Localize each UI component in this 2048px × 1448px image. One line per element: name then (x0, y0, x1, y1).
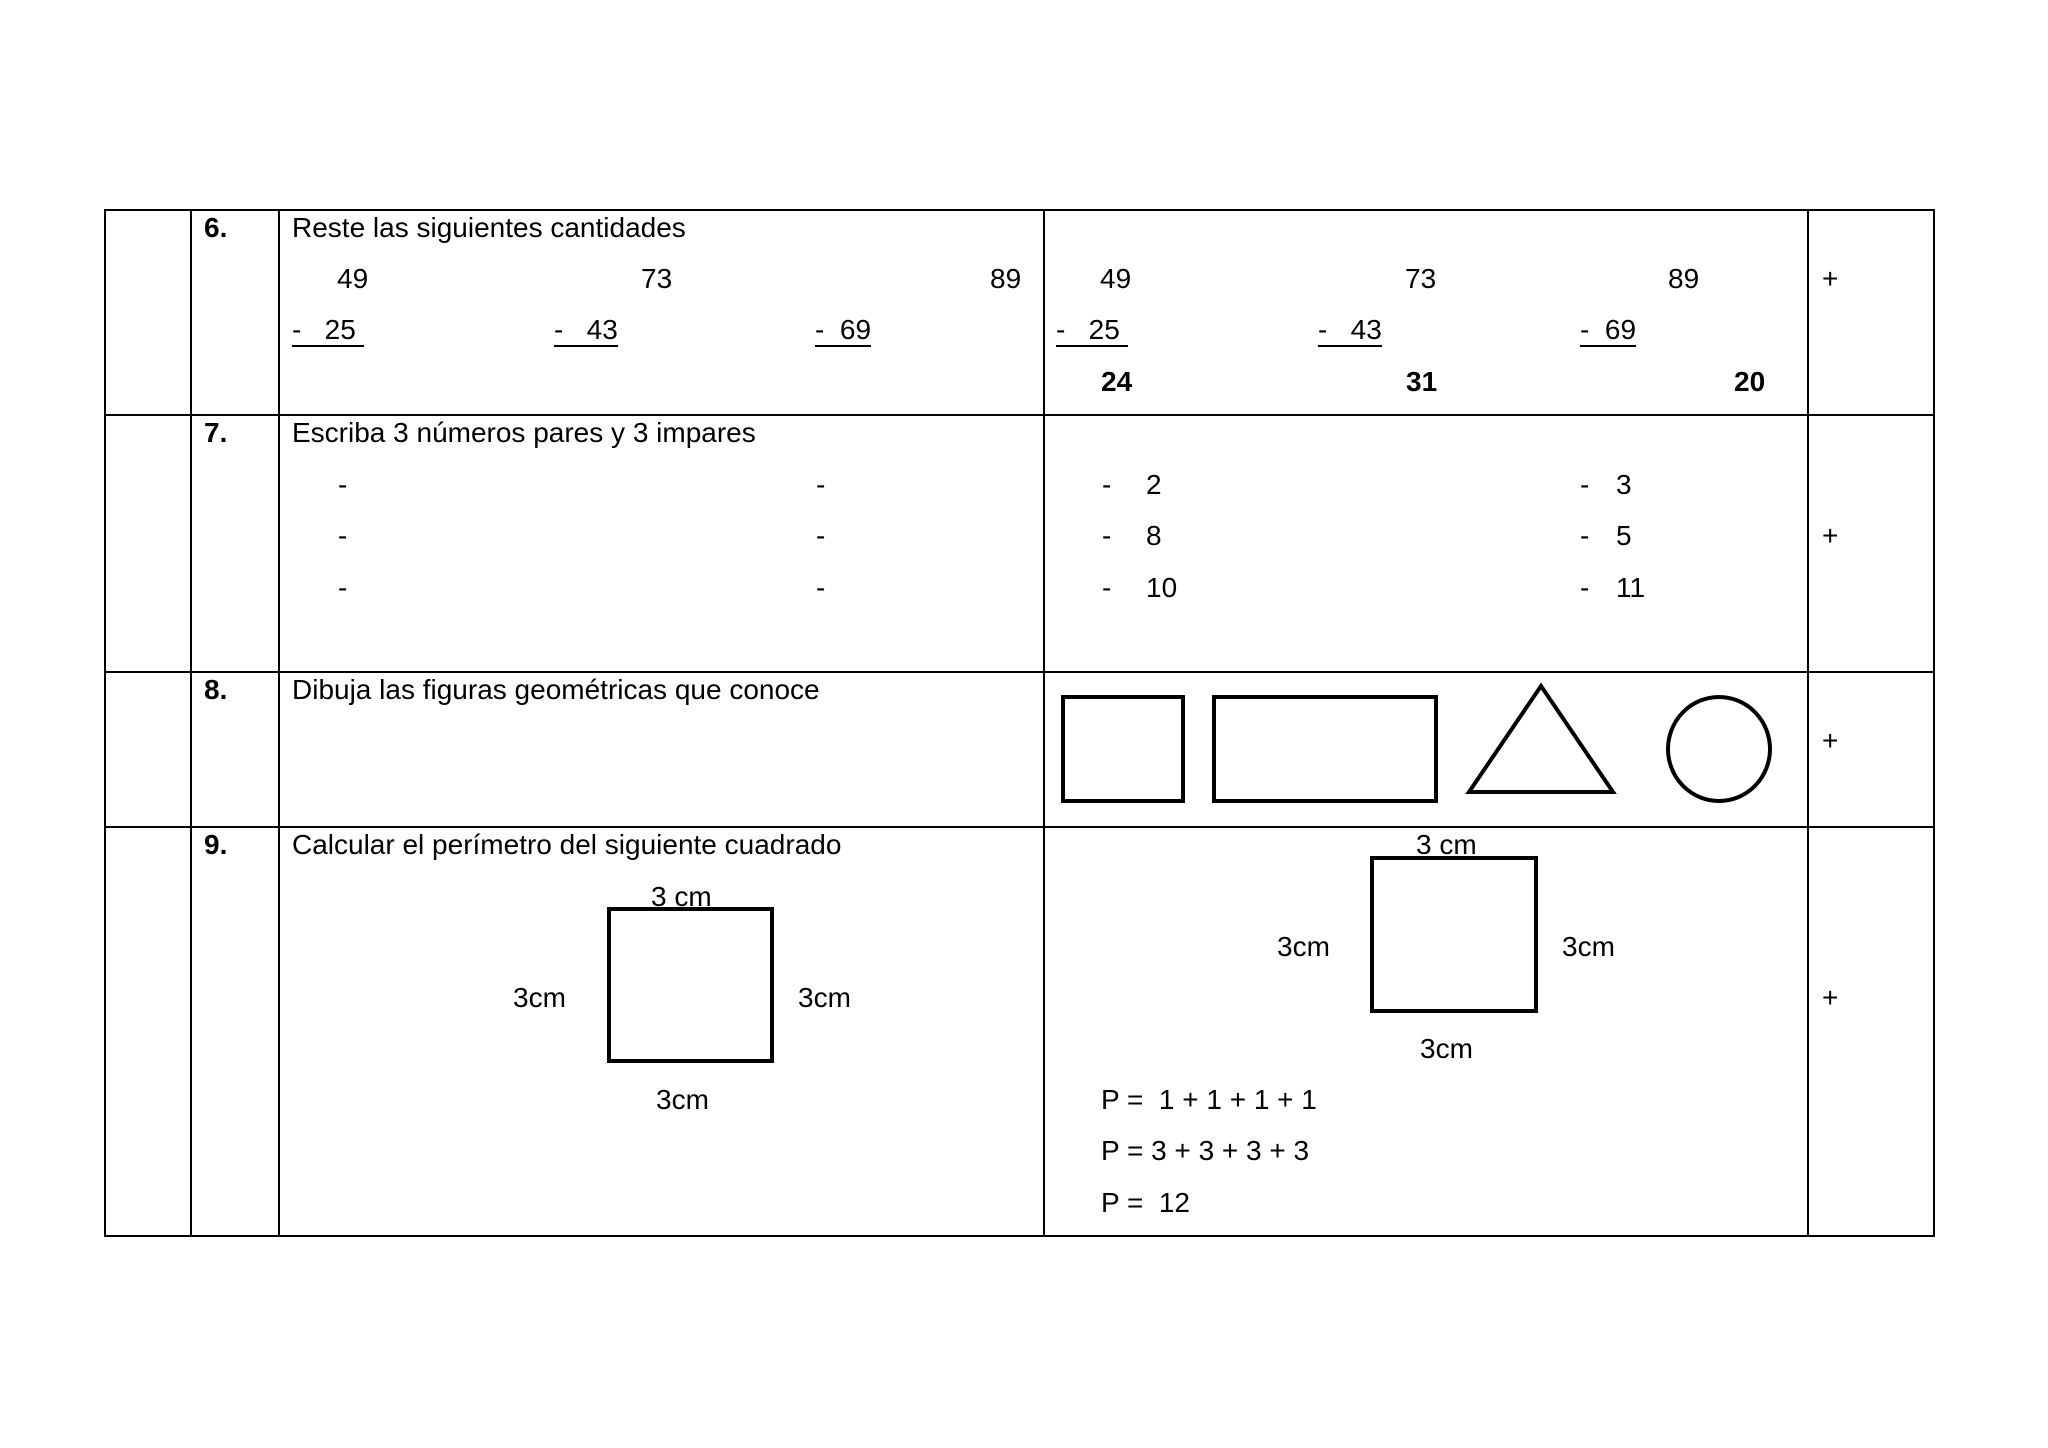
answer-dash: - (1102, 469, 1112, 500)
problem-subtrahend-1: - 25 (292, 314, 364, 345)
blank-dash: - (338, 469, 348, 500)
odd-number: 3 (1616, 469, 1632, 500)
problem-subtrahend-3: - 69 (815, 314, 872, 345)
answer-dash: - (1580, 572, 1590, 603)
mark-plus: + (1822, 263, 1839, 294)
blank-dash: - (816, 469, 826, 500)
table-border-top (104, 209, 1934, 211)
answer-top-2: 73 (1405, 263, 1437, 294)
answer-subtrahend-3: - 69 (1580, 314, 1637, 345)
answer-side-label-left: 3cm (1277, 931, 1330, 962)
answer-side-label-top: 3 cm (1416, 829, 1477, 860)
odd-number: 11 (1616, 572, 1646, 603)
problem-top-2: 73 (641, 263, 673, 294)
perimeter-line-1: P = 1 + 1 + 1 + 1 (1101, 1084, 1317, 1115)
column-divider-mark (1807, 209, 1809, 1237)
answer-dash: - (1102, 520, 1112, 551)
mark-plus: + (1822, 725, 1839, 756)
question-number: 9. (204, 829, 228, 860)
square-shape (1061, 695, 1185, 803)
question-number: 8. (204, 674, 228, 705)
question-prompt: Dibuja las figuras geométricas que conoce (292, 674, 820, 705)
answer-square-figure (1370, 856, 1538, 1013)
even-number: 10 (1146, 572, 1178, 603)
answer-side-label-bottom: 3cm (1420, 1033, 1473, 1064)
answer-top-3: 89 (1668, 263, 1700, 294)
blank-dash: - (816, 572, 826, 603)
answer-result-2: 31 (1406, 366, 1438, 397)
row-divider-8 (104, 671, 1934, 673)
blank-dash: - (816, 520, 826, 551)
mark-plus: + (1822, 982, 1839, 1013)
column-divider-answer (1043, 209, 1045, 1237)
table-border-right (1933, 209, 1935, 1237)
answer-dash: - (1580, 520, 1590, 551)
question-number: 7. (204, 417, 228, 448)
side-label-left: 3cm (513, 982, 566, 1013)
side-label-right: 3cm (798, 982, 851, 1013)
odd-number: 5 (1616, 520, 1632, 551)
circle-shape (1665, 694, 1773, 804)
question-prompt: Calcular el perímetro del siguiente cuadrado (292, 829, 842, 860)
answer-dash: - (1102, 572, 1112, 603)
question-number: 6. (204, 212, 228, 243)
problem-top-3: 89 (990, 263, 1022, 294)
question-prompt: Escriba 3 números pares y 3 impares (292, 417, 756, 448)
blank-dash: - (338, 572, 348, 603)
side-label-top: 3 cm (651, 881, 712, 912)
blank-dash: - (338, 520, 348, 551)
answer-subtrahend-1: - 25 (1056, 314, 1128, 345)
problem-top-1: 49 (337, 263, 369, 294)
mark-plus: + (1822, 520, 1839, 551)
side-label-bottom: 3cm (656, 1084, 709, 1115)
column-divider-number (190, 209, 192, 1237)
even-number: 8 (1146, 520, 1162, 551)
problem-subtrahend-2: - 43 (554, 314, 618, 345)
answer-result-3: 20 (1734, 366, 1766, 397)
even-number: 2 (1146, 469, 1162, 500)
row-divider-9 (104, 826, 1934, 828)
row-divider-7 (104, 414, 1934, 416)
answer-top-1: 49 (1100, 263, 1132, 294)
answer-subtrahend-2: - 43 (1318, 314, 1382, 345)
rectangle-shape (1212, 695, 1438, 803)
table-border-left (104, 209, 106, 1237)
answer-dash: - (1580, 469, 1590, 500)
table-border-bottom (104, 1235, 1934, 1237)
question-prompt: Reste las siguientes cantidades (292, 212, 686, 243)
perimeter-line-3: P = 12 (1101, 1187, 1191, 1218)
triangle-shape (1465, 682, 1617, 796)
column-divider-question (278, 209, 280, 1237)
answer-side-label-right: 3cm (1562, 931, 1615, 962)
perimeter-line-2: P = 3 + 3 + 3 + 3 (1101, 1135, 1310, 1166)
square-figure (607, 907, 774, 1063)
answer-result-1: 24 (1101, 366, 1133, 397)
